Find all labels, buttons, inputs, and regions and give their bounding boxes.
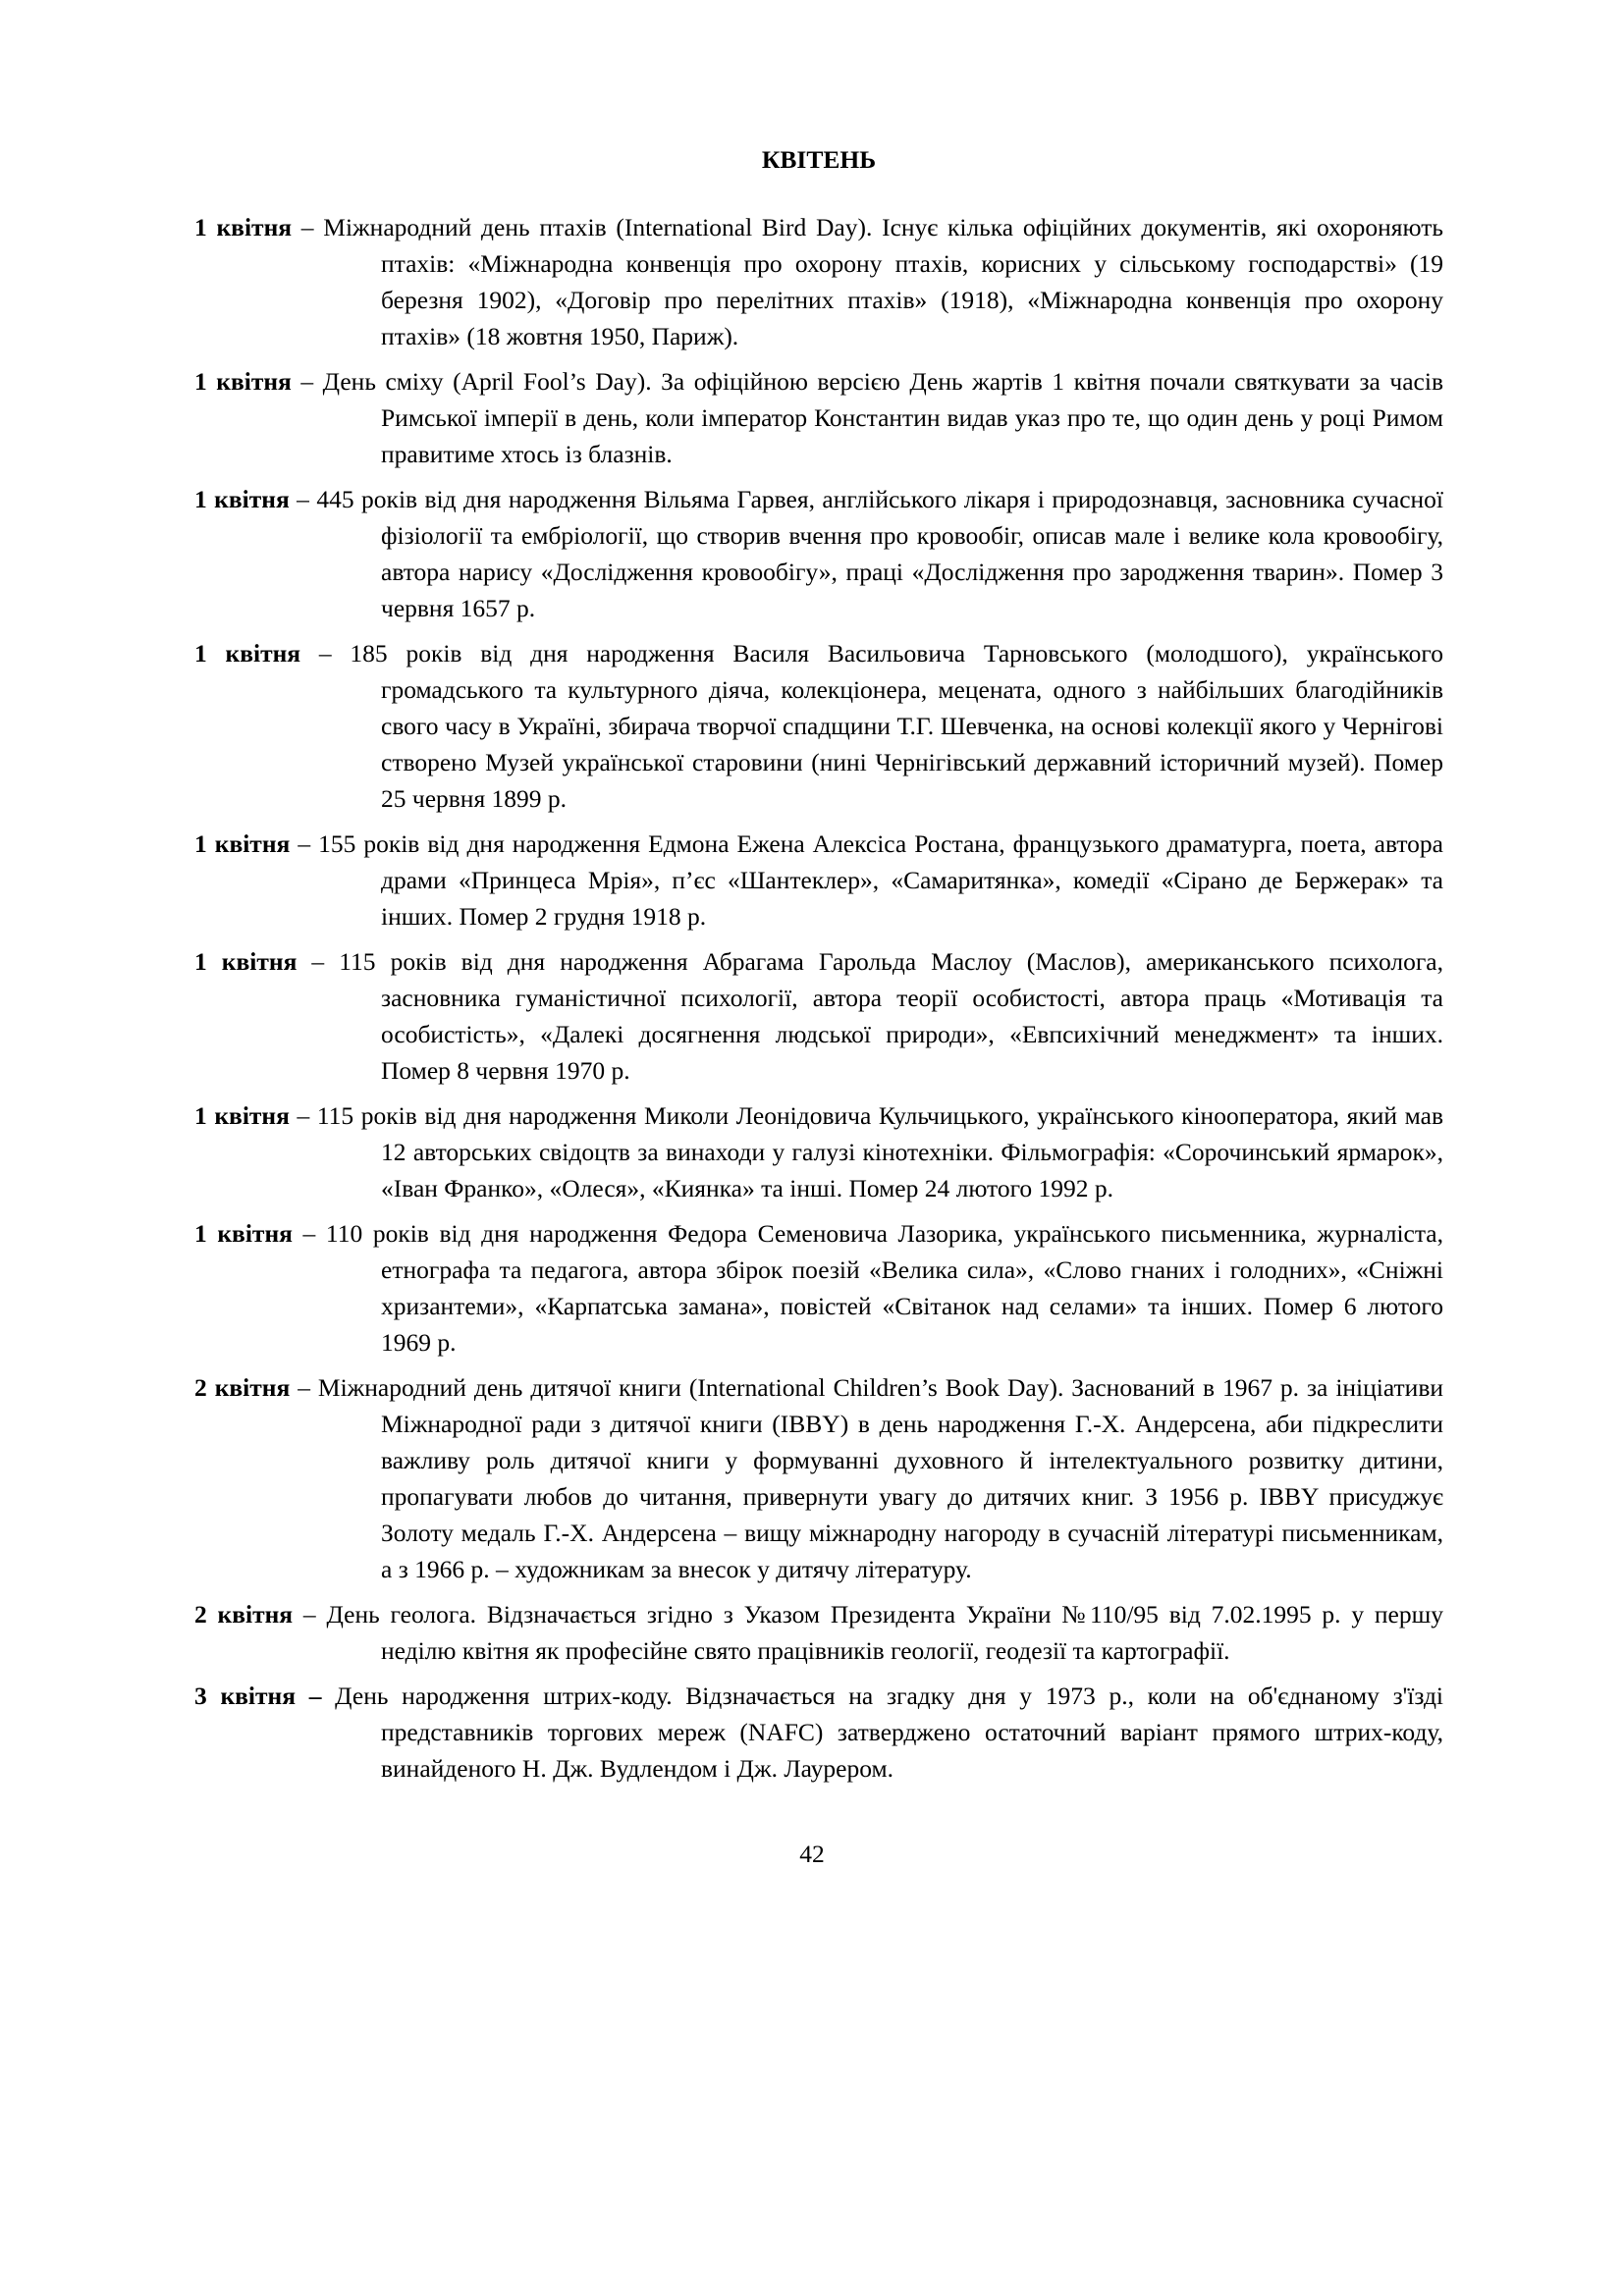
entry-item [194,363,1443,472]
entry-text: – 115 років від дня народження Абрагама Гарольда Маслоу (Маслов), американського психолога, засновника гуманістичної психології, автора теорії особистості, автора праць «Мотивація та особистість», «Далекі досягнення людської природи», «Евпсихічний менеджмент» та інших. Помер 8 червня 1970 р. [297,947,1444,1085]
entry-text: – Міжнародний день птахів (International Bird Day). Існує кілька офіційних документів, які охороняють птахів: «Міжнародна конвенція про охорону птахів, корисних у сільському господарстві» (19 березня 1902), «Договір про перелітних птахів» (1918), «Міжнародна конвенція про охорону птахів» (18 жовтня 1950, Париж). [292,213,1443,350]
entry-text: – 155 років від дня народження Едмона Ежена Алексіса Ростана, французького драматурга, поета, автора драми «Принцеса Мрія», п’єс «Шантеклер», «Самаритянка», комедії «Сірано де Бержерак» та інших. Помер 2 грудня 1918 р. [290,829,1444,931]
entry-date: 1 квітня [194,213,293,241]
entry-date: 3 квітня – [194,1682,322,1710]
entry-item [194,943,1443,1089]
entry-date: 2 квітня [194,1373,291,1402]
entry-text: – 115 років від дня народження Миколи Леонідовича Кульчицького, українського кінооператора, який мав 12 авторських свідоцтв за винаходи у галузі кінотехніки. Фільмографія: «Сорочинський ярмарок», «Іван Франко», «Олеся», «Киянка» та інші. Помер 24 лютого 1992 р. [289,1101,1444,1202]
entry-date: 1 квітня [194,829,291,858]
entry-text: – День геолога. Відзначається згідно з Указом Президента України №110/95 від 7.02.1995 р. у першу неділю квітня як професійне свято працівників геології, геодезії та картографії. [293,1600,1443,1665]
entry-date: 1 квітня [194,1219,293,1248]
entry-item [194,1369,1443,1587]
entry-item [194,635,1443,817]
entry-item [194,1097,1443,1206]
entry-date: 1 квітня [194,485,290,513]
entry-date: 2 квітня [194,1600,294,1629]
entry-text: – 445 років від дня народження Вільяма Гарвея, англійського лікаря і природознавця, засновника сучасної фізіології та ембріології, що створив вчення про кровообіг, описав мале і велике кола кровообігу, автора нарису «Дослідження кровообігу», праці «Дослідження про зародження тварин». Помер 3 червня 1657 р. [289,485,1443,622]
entry-item [194,1678,1443,1787]
entry-date: 1 квітня [194,947,298,976]
entry-item [194,209,1443,354]
entry-text: – 185 років від дня народження Василя Васильовича Тарновського (молодшого), українського громадського та культурного діяча, колекціонера, мецената, одного з найбільших благодійників свого часу в Україні, збирача творчої спадщини Т.Г. Шевченка, на основі колекції якого у Чернігові створено Музей української старовини (нині Чернігівський державний історичний музей). Помер 25 червня 1899 р. [300,639,1443,813]
entry-item [194,481,1443,626]
entry-item [194,1596,1443,1669]
entry-text: – День сміху (April Fool’s Day). За офіційною версією День жартів 1 квітня почали святкувати за часів Римської імперії в день, коли імператор Константин видав указ про те, що один день у році Римом правитиме хтось із блазнів. [291,367,1443,468]
entry-date: 1 квітня [194,367,292,396]
entry-text: – 110 років від дня народження Федора Семеновича Лазорика, українського письменника, журналіста, етнографа та педагога, автора збірок поезій «Велика сила», «Слово гнаних і голодних», «Сніжні хризантеми», «Карпатська замана», повістей «Світанок над селами» та інших. Помер 6 лютого 1969 р. [292,1219,1444,1357]
page-body [194,142,1443,1795]
entry-text: День народження штрих-коду. Відзначається на згадку дня у 1973 р., коли на об'єднаному з'їзді представників торгових мереж (NAFC) затверджено остаточний варіант прямого штрих-коду, винайденого Н. Дж. Вудлендом і Дж. Лаурером. [321,1682,1444,1783]
entry-date: 1 квітня [194,639,301,667]
entry-item [194,1215,1443,1361]
entries-list [194,209,1443,1787]
entry-item [194,826,1443,934]
entry-date: 1 квітня [194,1101,290,1130]
page-number: 42 [799,1840,825,1868]
page-title: КВІТЕНЬ [761,145,877,174]
entry-text: – Міжнародний день дитячої книги (International Children’s Book Day). Заснований в 1967 р. за ініціативи Міжнародної ради з дитячої книги (IBBY) в день народження Г.-Х. Андерсена, аби підкреслити важливу роль дитячої книги у формуванні духовного й інтелектуального розвитку дитини, пропагувати любов до читання, привернути увагу до дитячих книг. З 1956 р. IBBY присуджує Золоту медаль Г.-Х. Андерсена – вищу міжнародну нагороду в сучасній літературі письменникам, а з 1966 р. – художникам за внесок у дитячу літературу. [290,1373,1444,1583]
